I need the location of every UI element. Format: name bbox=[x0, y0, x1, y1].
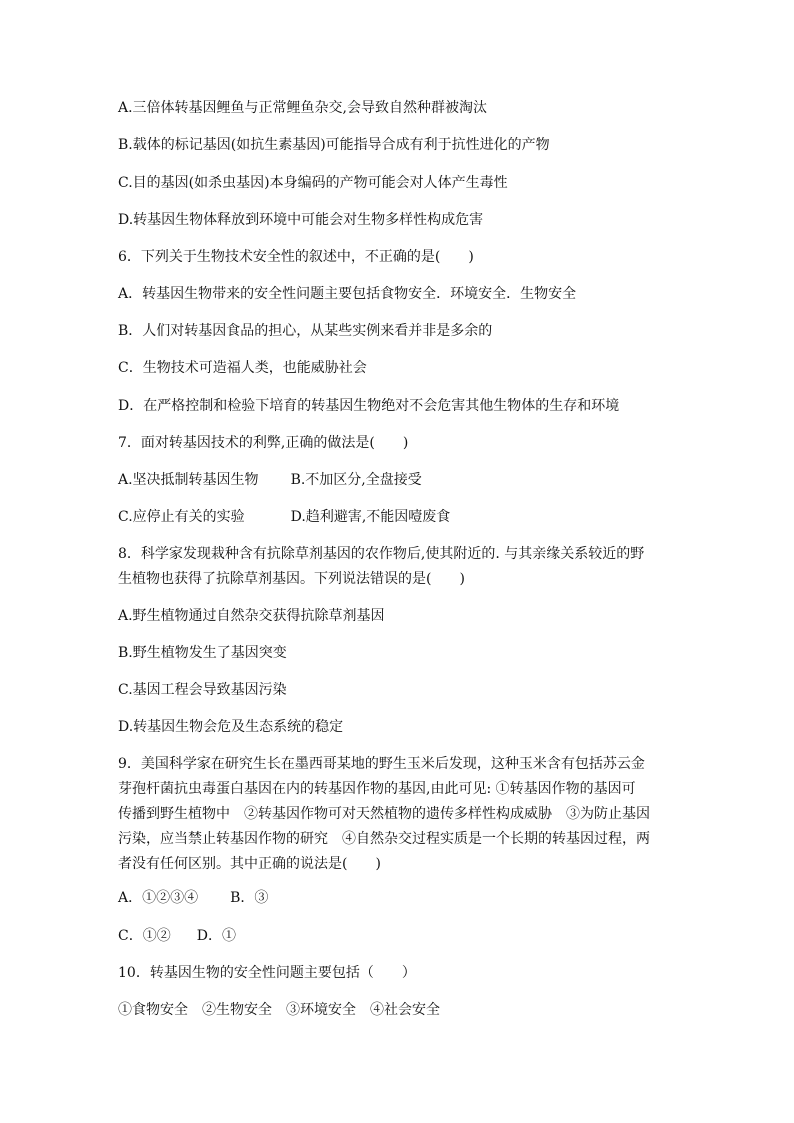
q9-stem-line2: 芽孢杆菌抗虫毒蛋白基因在内的转基因作物的基因,由此可见: ①转基因作物的基因可 bbox=[118, 781, 636, 797]
q7-stem: 7．面对转基因技术的利弊,正确的做法是( ) bbox=[118, 435, 409, 451]
q9-option-d: D．① bbox=[196, 928, 236, 944]
q8-option-b: B.野生植物发生了基因突变 bbox=[118, 645, 287, 661]
q6-option-d: D．在严格控制和检验下培育的转基因生物绝对不会危害其他生物体的生存和环境 bbox=[118, 398, 620, 414]
q9-option-c: C．①② bbox=[118, 928, 171, 944]
q10-options: ①食物安全 ②生物安全 ③环境安全 ④社会安全 bbox=[118, 1002, 440, 1018]
q9-options-row-1 bbox=[118, 888, 268, 908]
q5-option-d: D.转基因生物体释放到环境中可能会对生物多样性构成危害 bbox=[118, 212, 484, 228]
q7-option-b: B.不加区分,全盘接受 bbox=[290, 472, 422, 488]
q9-stem-line1: 9．美国科学家在研究生长在墨西哥某地的野生玉米后发现，这种玉米含有包括苏云金 bbox=[118, 756, 645, 772]
q7-option-c: C.应停止有关的实验 bbox=[118, 509, 245, 525]
q6-option-c: C．生物技术可造福人类，也能威胁社会 bbox=[118, 360, 367, 376]
q7-option-a: A.坚决抵制转基因生物 bbox=[118, 472, 259, 488]
q9-options-row-2 bbox=[118, 926, 236, 946]
q6-option-a: A．转基因生物带来的安全性问题主要包括食物安全．环境安全．生物安全 bbox=[118, 286, 577, 302]
q5-option-b: B.载体的标记基因(如抗生素基因)可能指导合成有利于抗性进化的产物 bbox=[118, 137, 550, 153]
q6-stem: 6．下列关于生物技术安全性的叙述中，不正确的是( ) bbox=[118, 249, 474, 265]
q9-stem-line4: 污染，应当禁止转基因作物的研究 ④自然杂交过程实质是一个长期的转基因过程，两 bbox=[118, 831, 650, 847]
q5-option-a: A.三倍体转基因鲤鱼与正常鲤鱼杂交,会导致自然种群被淘汰 bbox=[118, 100, 488, 116]
q8-option-d: D.转基因生物会危及生态系统的稳定 bbox=[118, 719, 344, 735]
q7-options-row-1 bbox=[118, 470, 422, 490]
q9-stem-line5: 者没有任何区别。其中正确的说法是( ) bbox=[118, 856, 381, 872]
q8-option-c: C.基因工程会导致基因污染 bbox=[118, 682, 287, 698]
q10-stem: 10．转基因生物的安全性问题主要包括（ ） bbox=[118, 965, 416, 981]
q9-option-a: A．①②③④ bbox=[118, 890, 199, 906]
q8-option-a: A.野生植物通过自然杂交获得抗除草剂基因 bbox=[118, 608, 385, 624]
q9-option-b: B．③ bbox=[230, 890, 269, 906]
q9-stem-line3: 传播到野生植物中 ②转基因作物可对天然植物的遗传多样性构成威胁 ③为防止基因 bbox=[118, 806, 650, 822]
q8-stem-line2: 生植物也获得了抗除草剂基因。下列说法错误的是( ) bbox=[118, 571, 465, 587]
q6-option-b: B．人们对转基因食品的担心，从某些实例来看并非是多余的 bbox=[118, 323, 493, 339]
q7-option-d: D.趋利避害,不能因噎废食 bbox=[290, 509, 451, 525]
q5-option-c: C.目的基因(如杀虫基因)本身编码的产物可能会对人体产生毒性 bbox=[118, 175, 508, 191]
q7-options-row-2 bbox=[118, 507, 450, 527]
q8-stem-line1: 8．科学家发现栽种含有抗除草剂基因的农作物后,使其附近的. 与其亲缘关系较近的野 bbox=[118, 546, 645, 562]
